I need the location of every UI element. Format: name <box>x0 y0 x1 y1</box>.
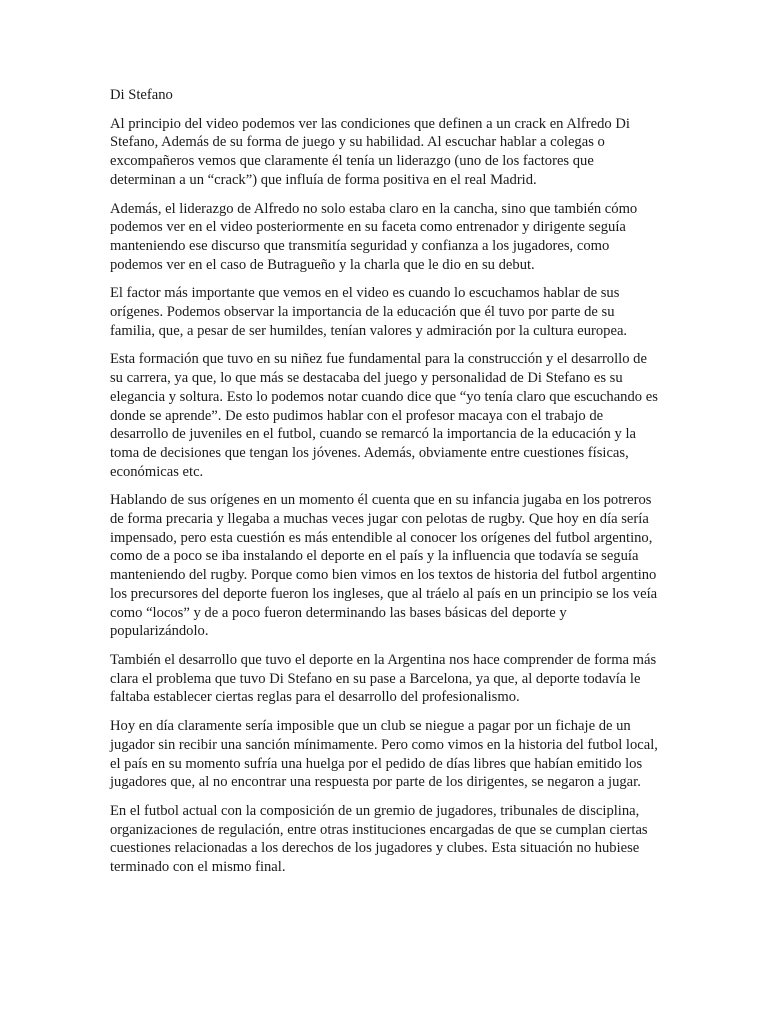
document-page <box>110 86 663 887</box>
paragraph-3: El factor más importante que vemos en el video es cuando lo escuchamos hablar de sus orígenes. Podemos observar la importancia de la educación que él tuvo por parte de su familia, que, a pesar de ser humildes, tenían valores y admiración por la cultura europea. <box>110 285 628 339</box>
paragraph-1: Al principio del video podemos ver las condiciones que definen a un crack en Alfredo Di Stefano, Además de su forma de juego y su habilidad. Al escuchar hablar a colegas o excompañeros vemos que claramente él tenía un liderazgo (uno de los factores que determinan a un “crack”) que influía de forma positiva en el real Madrid. <box>110 115 630 188</box>
document-title: Di Stefano <box>110 87 173 103</box>
paragraph-7: Hoy en día claramente sería imposible que un club se niegue a pagar por un fichaje de un jugador sin recibir una sanción mínimamente. Pero como vimos en la historia del futbol local, el país en su momento sufría una huelga por el pedido de días libres que habían emitido los jugadores que, al no encontrar una respuesta por parte de los dirigentes, se negaron a jugar. <box>110 718 658 791</box>
paragraph-5: Hablando de sus orígenes en un momento él cuenta que en su infancia jugaba en los potreros de forma precaria y llegaba a muchas veces jugar con pelotas de rugby. Que hoy en día sería impensado, pero esta cuestión es más entendible al conocer los orígenes del futbol argentino, como de a poco se iba instalando el deporte en el país y la influencia que todavía se seguía manteniendo del rugby. Porque como bien vimos en los textos de historia del futbol argentino los precursores del deporte fueron los ingleses, que al tráelo al país en un principio se los veía como “locos” y de a poco fueron determinando las bases básicas del deporte y popularizándolo. <box>110 492 658 640</box>
paragraph-6: También el desarrollo que tuvo el deporte en la Argentina nos hace comprender de forma más clara el problema que tuvo Di Stefano en su pase a Barcelona, ya que, al deporte todavía le faltaba establecer ciertas reglas para el desarrollo del profesionalismo. <box>110 651 657 706</box>
paragraph-4: Esta formación que tuvo en su niñez fue fundamental para la construcción y el desarrollo de su carrera, ya que, lo que más se destacaba del juego y personalidad de Di Stefano es su elegancia y soltura. Esto lo podemos notar cuando dice que “yo tenía claro que escuchando es donde se aprende”. De esto pudimos hablar con el profesor macaya con el trabajo de desarrollo de juveniles en el futbol, cuando se remarcó la importancia de la educación y la toma de decisiones que tengan los jóvenes. Además, obviamente entre cuestiones físicas, económicas etc. <box>110 351 658 480</box>
paragraph-8: En el futbol actual con la composición de un gremio de jugadores, tribunales de disciplina, organizaciones de regulación, entre otras instituciones encargadas de que se cumplan ciertas cuestiones relacionadas a los derechos de los jugadores y clubes. Esta situación no hubiese terminado con el mismo final. <box>110 802 648 876</box>
paragraph-2: Además, el liderazgo de Alfredo no solo estaba claro en la cancha, sino que también cómo podemos ver en el video posteriormente en su faceta como entrenador y dirigente seguía manteniendo ese discurso que transmitía seguridad y confianza a los jugadores, como podemos ver en el caso de Butragueño y la charla que le dio en su debut. <box>110 200 638 273</box>
